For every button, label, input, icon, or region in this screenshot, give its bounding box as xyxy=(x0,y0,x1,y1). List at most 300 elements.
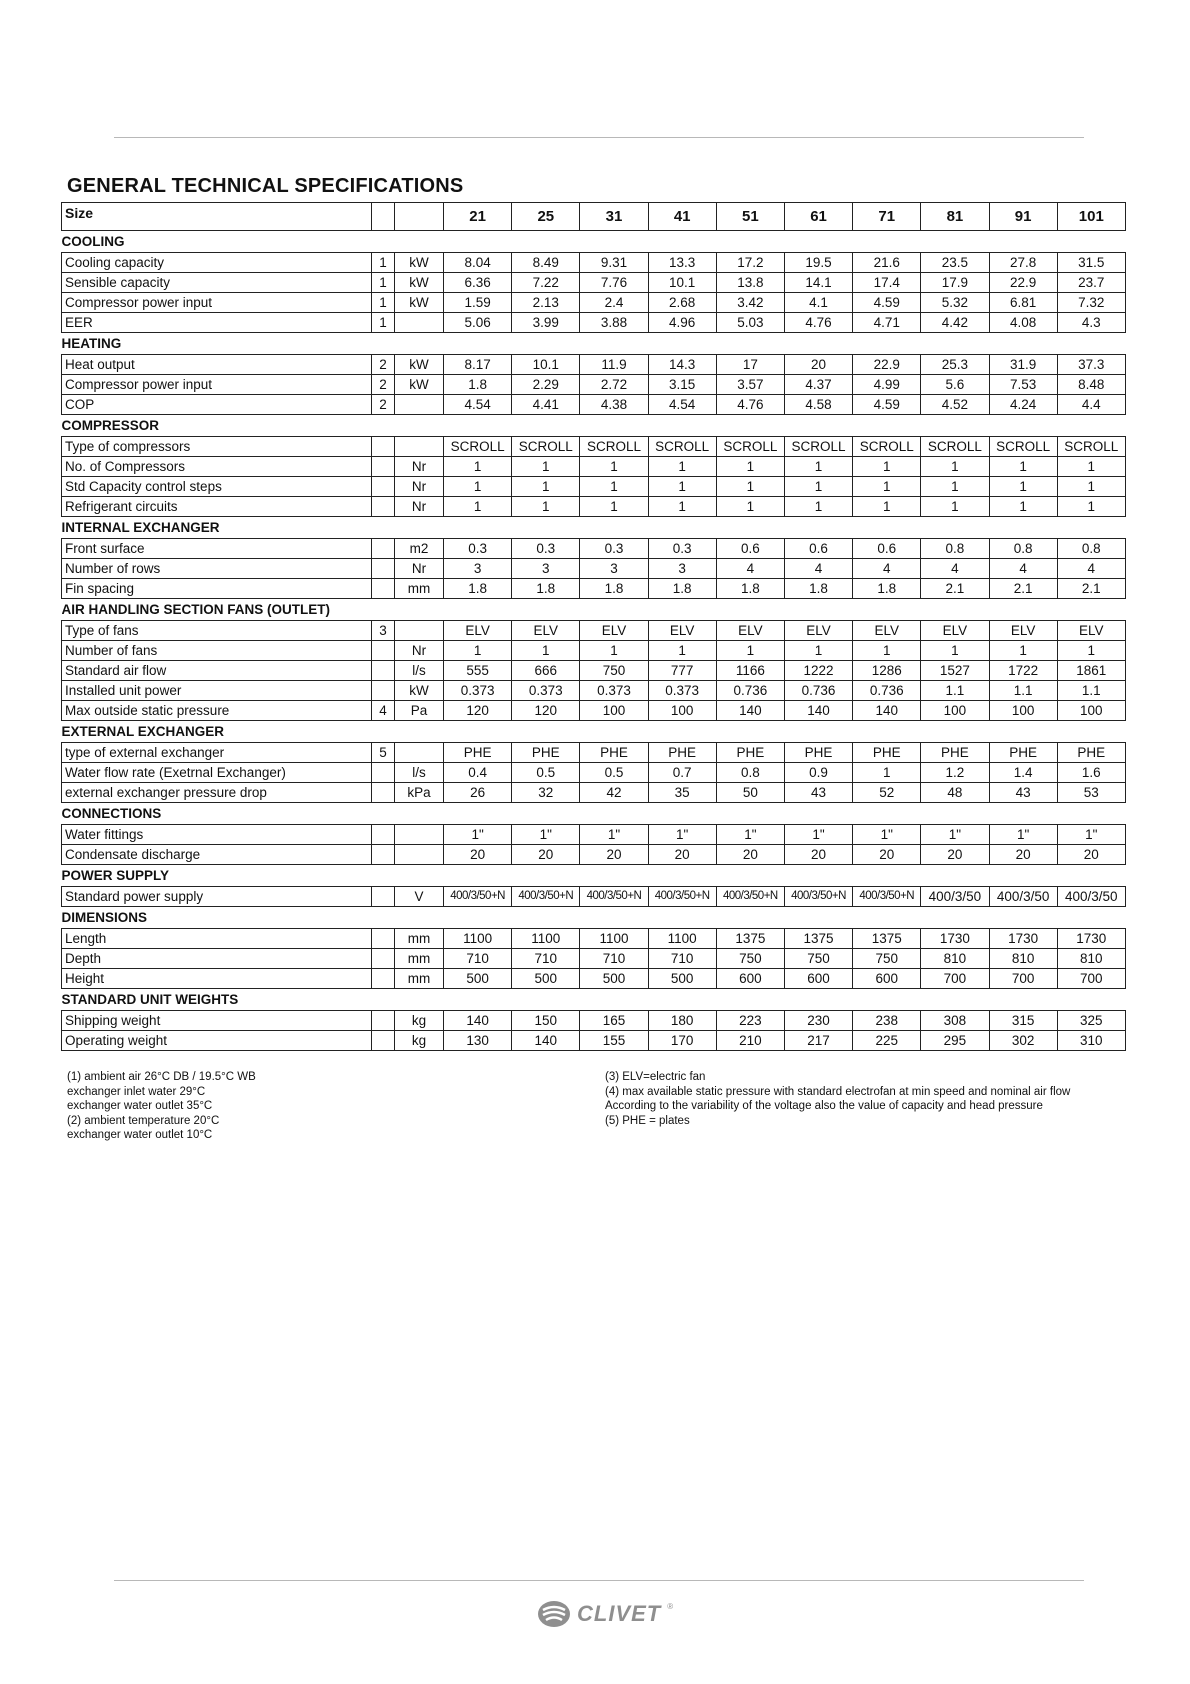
value-cell: 500 xyxy=(648,969,716,989)
value-cell: 0.8 xyxy=(989,539,1057,559)
value-cell: 31.5 xyxy=(1057,253,1125,273)
table-row xyxy=(62,293,1126,313)
value-cell: 1 xyxy=(648,497,716,517)
value-cell: 0.9 xyxy=(784,763,852,783)
value-cell: 4.96 xyxy=(648,313,716,333)
value-cell: 10.1 xyxy=(648,273,716,293)
value-cell: 7.22 xyxy=(512,273,580,293)
value-cell: 32 xyxy=(512,783,580,803)
value-cell: 0.5 xyxy=(580,763,648,783)
value-cell: 1.8 xyxy=(512,579,580,599)
value-cell: 5.03 xyxy=(716,313,784,333)
section-header-row xyxy=(62,415,1126,437)
value-cell: 1.1 xyxy=(921,681,989,701)
value-cell: 4.59 xyxy=(853,293,921,313)
size-label: Size xyxy=(62,203,372,231)
value-cell: 1 xyxy=(1057,477,1125,497)
value-cell: 1722 xyxy=(989,661,1057,681)
value-cell: 400/3/50+N xyxy=(512,887,580,907)
size-cell: 81 xyxy=(921,203,989,231)
value-cell: 1 xyxy=(784,497,852,517)
value-cell: 4 xyxy=(921,559,989,579)
table-row xyxy=(62,845,1126,865)
value-cell: 20 xyxy=(716,845,784,865)
row-unit xyxy=(395,395,444,415)
value-cell: 1 xyxy=(853,477,921,497)
value-cell: PHE xyxy=(1057,743,1125,763)
section-header-row xyxy=(62,803,1126,825)
value-cell: 1.8 xyxy=(444,375,512,395)
value-cell: 4.1 xyxy=(784,293,852,313)
value-cell: 4 xyxy=(853,559,921,579)
value-cell: 600 xyxy=(853,969,921,989)
row-label: Cooling capacity xyxy=(62,253,372,273)
row-note-ref xyxy=(372,783,395,803)
value-cell: 2.1 xyxy=(1057,579,1125,599)
value-cell: 810 xyxy=(921,949,989,969)
row-note-ref xyxy=(372,887,395,907)
row-unit: Nr xyxy=(395,497,444,517)
section-header-row xyxy=(62,907,1126,929)
row-unit: kW xyxy=(395,355,444,375)
table-row xyxy=(62,437,1126,457)
row-label: EER xyxy=(62,313,372,333)
value-cell: 1.8 xyxy=(444,579,512,599)
table-row xyxy=(62,681,1126,701)
value-cell: 750 xyxy=(853,949,921,969)
value-cell: SCROLL xyxy=(580,437,648,457)
value-cell: 4 xyxy=(784,559,852,579)
value-cell: 0.736 xyxy=(784,681,852,701)
value-cell: 4.24 xyxy=(989,395,1057,415)
row-note-ref xyxy=(372,825,395,845)
value-cell: ELV xyxy=(512,621,580,641)
section-title: STANDARD UNIT WEIGHTS xyxy=(61,992,239,1007)
value-cell: 400/3/50 xyxy=(989,887,1057,907)
value-cell: 2.72 xyxy=(580,375,648,395)
value-cell: 120 xyxy=(512,701,580,721)
value-cell: 10.1 xyxy=(512,355,580,375)
row-note-ref xyxy=(372,437,395,457)
value-cell: 238 xyxy=(853,1011,921,1031)
value-cell: 1 xyxy=(989,477,1057,497)
value-cell: 6.36 xyxy=(444,273,512,293)
row-label: Standard air flow xyxy=(62,661,372,681)
row-label: Number of fans xyxy=(62,641,372,661)
value-cell: 0.373 xyxy=(512,681,580,701)
value-cell: 3.42 xyxy=(716,293,784,313)
table-row xyxy=(62,621,1126,641)
value-cell: 4.76 xyxy=(716,395,784,415)
notes-left xyxy=(67,1070,256,1143)
row-label: Installed unit power xyxy=(62,681,372,701)
value-cell: 0.3 xyxy=(512,539,580,559)
value-cell: 600 xyxy=(784,969,852,989)
row-unit: mm xyxy=(395,969,444,989)
value-cell: 7.76 xyxy=(580,273,648,293)
value-cell: 1" xyxy=(784,825,852,845)
row-label: Type of compressors xyxy=(62,437,372,457)
row-unit: V xyxy=(395,887,444,907)
value-cell: 1 xyxy=(989,497,1057,517)
table-row xyxy=(62,477,1126,497)
table-row xyxy=(62,253,1126,273)
value-cell: 1.8 xyxy=(784,579,852,599)
value-cell: 26 xyxy=(444,783,512,803)
value-cell: 1 xyxy=(444,497,512,517)
value-cell: 42 xyxy=(580,783,648,803)
value-cell: 4 xyxy=(1057,559,1125,579)
table-row xyxy=(62,969,1126,989)
value-cell: PHE xyxy=(853,743,921,763)
value-cell: 1527 xyxy=(921,661,989,681)
value-cell: 1" xyxy=(512,825,580,845)
value-cell: 52 xyxy=(853,783,921,803)
value-cell: 4.3 xyxy=(1057,313,1125,333)
value-cell: PHE xyxy=(716,743,784,763)
row-note-ref: 2 xyxy=(372,355,395,375)
value-cell: SCROLL xyxy=(989,437,1057,457)
value-cell: 0.6 xyxy=(784,539,852,559)
value-cell: SCROLL xyxy=(784,437,852,457)
table-row xyxy=(62,661,1126,681)
row-note-ref xyxy=(372,1031,395,1051)
value-cell: 302 xyxy=(989,1031,1057,1051)
clivet-logo-icon xyxy=(537,1600,571,1628)
row-label: Depth xyxy=(62,949,372,969)
section-header-row xyxy=(62,333,1126,355)
row-unit xyxy=(395,825,444,845)
value-cell: 4.42 xyxy=(921,313,989,333)
value-cell: 22.9 xyxy=(989,273,1057,293)
value-cell: 4.54 xyxy=(648,395,716,415)
value-cell: 1100 xyxy=(580,929,648,949)
row-note-ref xyxy=(372,497,395,517)
value-cell: 17.9 xyxy=(921,273,989,293)
value-cell: 1 xyxy=(444,477,512,497)
value-cell: 750 xyxy=(580,661,648,681)
value-cell: 1730 xyxy=(921,929,989,949)
size-cell: 61 xyxy=(784,203,852,231)
row-note-ref: 2 xyxy=(372,375,395,395)
value-cell: ELV xyxy=(648,621,716,641)
value-cell: 0.7 xyxy=(648,763,716,783)
value-cell: 130 xyxy=(444,1031,512,1051)
row-unit: kW xyxy=(395,681,444,701)
value-cell: 20 xyxy=(921,845,989,865)
row-label: No. of Compressors xyxy=(62,457,372,477)
value-cell: 17.2 xyxy=(716,253,784,273)
table-row xyxy=(62,743,1126,763)
bottom-rule xyxy=(114,1580,1084,1581)
row-note-ref xyxy=(372,641,395,661)
value-cell: 1.59 xyxy=(444,293,512,313)
section-title: AIR HANDLING SECTION FANS (OUTLET) xyxy=(61,602,330,617)
section-title: CONNECTIONS xyxy=(61,806,162,821)
size-header-row xyxy=(62,203,1126,231)
value-cell: 1" xyxy=(716,825,784,845)
value-cell: 3.57 xyxy=(716,375,784,395)
table-row xyxy=(62,497,1126,517)
section-title: COOLING xyxy=(61,234,125,249)
row-note-ref xyxy=(372,949,395,969)
section-title: INTERNAL EXCHANGER xyxy=(61,520,220,535)
value-cell: 295 xyxy=(921,1031,989,1051)
value-cell: 810 xyxy=(989,949,1057,969)
value-cell: 2.29 xyxy=(512,375,580,395)
value-cell: 20 xyxy=(444,845,512,865)
value-cell: 400/3/50+N xyxy=(444,887,512,907)
value-cell: 5.06 xyxy=(444,313,512,333)
row-unit: l/s xyxy=(395,661,444,681)
value-cell: 1.4 xyxy=(989,763,1057,783)
value-cell: 140 xyxy=(512,1031,580,1051)
note-line: According to the variability of the voltage also the value of capacity and head pressure xyxy=(605,1100,1043,1112)
row-label: external exchanger pressure drop xyxy=(62,783,372,803)
size-cell: 91 xyxy=(989,203,1057,231)
value-cell: 217 xyxy=(784,1031,852,1051)
value-cell: 1 xyxy=(512,641,580,661)
section-title: EXTERNAL EXCHANGER xyxy=(61,724,225,739)
table-row xyxy=(62,375,1126,395)
value-cell: 1" xyxy=(853,825,921,845)
value-cell: 1 xyxy=(716,477,784,497)
value-cell: 1 xyxy=(512,497,580,517)
row-note-ref xyxy=(372,539,395,559)
value-cell: 710 xyxy=(444,949,512,969)
value-cell: 1166 xyxy=(716,661,784,681)
value-cell: 225 xyxy=(853,1031,921,1051)
value-cell: 17 xyxy=(716,355,784,375)
row-label: Sensible capacity xyxy=(62,273,372,293)
value-cell: 20 xyxy=(512,845,580,865)
value-cell: SCROLL xyxy=(716,437,784,457)
value-cell: 1730 xyxy=(1057,929,1125,949)
value-cell: 1.2 xyxy=(921,763,989,783)
clivet-logo-text: CLIVET xyxy=(577,1601,662,1626)
value-cell: 0.8 xyxy=(921,539,989,559)
section-header-row xyxy=(62,865,1126,887)
row-label: Standard power supply xyxy=(62,887,372,907)
value-cell: 100 xyxy=(921,701,989,721)
size-cell: 31 xyxy=(580,203,648,231)
notes-right xyxy=(605,1070,1070,1128)
value-cell: 600 xyxy=(716,969,784,989)
value-cell: 3.88 xyxy=(580,313,648,333)
row-note-ref: 1 xyxy=(372,313,395,333)
value-cell: 8.04 xyxy=(444,253,512,273)
value-cell: 310 xyxy=(1057,1031,1125,1051)
value-cell: 0.6 xyxy=(716,539,784,559)
row-unit: kW xyxy=(395,293,444,313)
value-cell: 555 xyxy=(444,661,512,681)
row-unit xyxy=(395,437,444,457)
value-cell: 1 xyxy=(648,457,716,477)
value-cell: 3 xyxy=(580,559,648,579)
table-row xyxy=(62,457,1126,477)
value-cell: 4.99 xyxy=(853,375,921,395)
value-cell: 700 xyxy=(921,969,989,989)
value-cell: 500 xyxy=(444,969,512,989)
value-cell: 1 xyxy=(921,497,989,517)
value-cell: 8.17 xyxy=(444,355,512,375)
value-cell: 400/3/50+N xyxy=(853,887,921,907)
value-cell: 0.5 xyxy=(512,763,580,783)
value-cell: SCROLL xyxy=(648,437,716,457)
value-cell: 1" xyxy=(921,825,989,845)
value-cell: ELV xyxy=(921,621,989,641)
table-row xyxy=(62,355,1126,375)
row-note-ref xyxy=(372,661,395,681)
table-row xyxy=(62,1031,1126,1051)
row-note-ref: 1 xyxy=(372,293,395,313)
value-cell: 1 xyxy=(921,641,989,661)
value-cell: 4.38 xyxy=(580,395,648,415)
section-header-row xyxy=(62,989,1126,1011)
value-cell: 170 xyxy=(648,1031,716,1051)
value-cell: ELV xyxy=(784,621,852,641)
value-cell: 23.7 xyxy=(1057,273,1125,293)
value-cell: 27.8 xyxy=(989,253,1057,273)
value-cell: SCROLL xyxy=(1057,437,1125,457)
value-cell: PHE xyxy=(444,743,512,763)
row-unit: Nr xyxy=(395,559,444,579)
table-row xyxy=(62,313,1126,333)
value-cell: 1 xyxy=(784,457,852,477)
value-cell: 1 xyxy=(853,497,921,517)
value-cell: ELV xyxy=(989,621,1057,641)
value-cell: 1" xyxy=(989,825,1057,845)
value-cell: 23.5 xyxy=(921,253,989,273)
value-cell: SCROLL xyxy=(921,437,989,457)
row-label: Std Capacity control steps xyxy=(62,477,372,497)
value-cell: 4.58 xyxy=(784,395,852,415)
value-cell: 3 xyxy=(648,559,716,579)
value-cell: 1 xyxy=(444,641,512,661)
row-unit: l/s xyxy=(395,763,444,783)
value-cell: 3 xyxy=(512,559,580,579)
value-cell: 1.8 xyxy=(580,579,648,599)
note-line: exchanger water outlet 35°C xyxy=(67,1100,213,1112)
value-cell: 400/3/50+N xyxy=(716,887,784,907)
value-cell: 1 xyxy=(784,641,852,661)
value-cell: 5.32 xyxy=(921,293,989,313)
value-cell: 11.9 xyxy=(580,355,648,375)
value-cell: 22.9 xyxy=(853,355,921,375)
table-row xyxy=(62,539,1126,559)
note-line: (5) PHE = plates xyxy=(605,1114,690,1127)
row-note-ref xyxy=(372,457,395,477)
row-unit xyxy=(395,621,444,641)
row-label: Water fittings xyxy=(62,825,372,845)
section-header-row xyxy=(62,721,1126,743)
value-cell: 1 xyxy=(921,457,989,477)
value-cell: 120 xyxy=(444,701,512,721)
row-label: Condensate discharge xyxy=(62,845,372,865)
value-cell: 2.13 xyxy=(512,293,580,313)
value-cell: 1100 xyxy=(648,929,716,949)
table-row xyxy=(62,701,1126,721)
value-cell: 17.4 xyxy=(853,273,921,293)
value-cell: 1 xyxy=(648,641,716,661)
value-cell: 2.1 xyxy=(989,579,1057,599)
value-cell: 1.6 xyxy=(1057,763,1125,783)
row-label: Refrigerant circuits xyxy=(62,497,372,517)
value-cell: 1 xyxy=(716,497,784,517)
value-cell: 0.8 xyxy=(1057,539,1125,559)
value-cell: 21.6 xyxy=(853,253,921,273)
section-header-row xyxy=(62,231,1126,253)
row-label: COP xyxy=(62,395,372,415)
value-cell: 4.4 xyxy=(1057,395,1125,415)
table-row xyxy=(62,395,1126,415)
row-unit: kW xyxy=(395,253,444,273)
value-cell: 710 xyxy=(512,949,580,969)
row-label: Front surface xyxy=(62,539,372,559)
value-cell: 308 xyxy=(921,1011,989,1031)
value-cell: 14.1 xyxy=(784,273,852,293)
value-cell: 1 xyxy=(580,497,648,517)
value-cell: 700 xyxy=(989,969,1057,989)
value-cell: 1.8 xyxy=(853,579,921,599)
value-cell: 0.736 xyxy=(853,681,921,701)
row-label: Height xyxy=(62,969,372,989)
value-cell: 43 xyxy=(784,783,852,803)
value-cell: 7.53 xyxy=(989,375,1057,395)
value-cell: 20 xyxy=(784,355,852,375)
note-line: (4) max available static pressure with standard electrofan at min speed and nominal air flow xyxy=(605,1085,1071,1098)
value-cell: 0.3 xyxy=(444,539,512,559)
row-unit: mm xyxy=(395,929,444,949)
value-cell: 100 xyxy=(648,701,716,721)
note-line: exchanger water outlet 10°C xyxy=(67,1129,213,1141)
row-unit: mm xyxy=(395,949,444,969)
value-cell: 315 xyxy=(989,1011,1057,1031)
value-cell: 4.76 xyxy=(784,313,852,333)
value-cell: 150 xyxy=(512,1011,580,1031)
value-cell: 13.3 xyxy=(648,253,716,273)
value-cell: 140 xyxy=(853,701,921,721)
row-label: Water flow rate (Exetrnal Exchanger) xyxy=(62,763,372,783)
section-title: COMPRESSOR xyxy=(61,418,160,433)
value-cell: 1 xyxy=(716,641,784,661)
value-cell: 1 xyxy=(989,641,1057,661)
row-unit xyxy=(395,313,444,333)
value-cell: 1 xyxy=(1057,641,1125,661)
row-unit: kg xyxy=(395,1031,444,1051)
value-cell: PHE xyxy=(921,743,989,763)
value-cell: 31.9 xyxy=(989,355,1057,375)
value-cell: 1 xyxy=(853,457,921,477)
value-cell: 20 xyxy=(648,845,716,865)
value-cell: 810 xyxy=(1057,949,1125,969)
table-row xyxy=(62,949,1126,969)
row-unit: mm xyxy=(395,579,444,599)
row-unit: Pa xyxy=(395,701,444,721)
value-cell: 20 xyxy=(853,845,921,865)
value-cell: 1286 xyxy=(853,661,921,681)
value-cell: 400/3/50+N xyxy=(580,887,648,907)
table-row xyxy=(62,559,1126,579)
row-note-ref: 5 xyxy=(372,743,395,763)
value-cell: 400/3/50+N xyxy=(784,887,852,907)
table-row xyxy=(62,641,1126,661)
row-unit: kW xyxy=(395,273,444,293)
value-cell: 2.4 xyxy=(580,293,648,313)
value-cell: 0.3 xyxy=(648,539,716,559)
value-cell: 1375 xyxy=(784,929,852,949)
value-cell: 1" xyxy=(444,825,512,845)
